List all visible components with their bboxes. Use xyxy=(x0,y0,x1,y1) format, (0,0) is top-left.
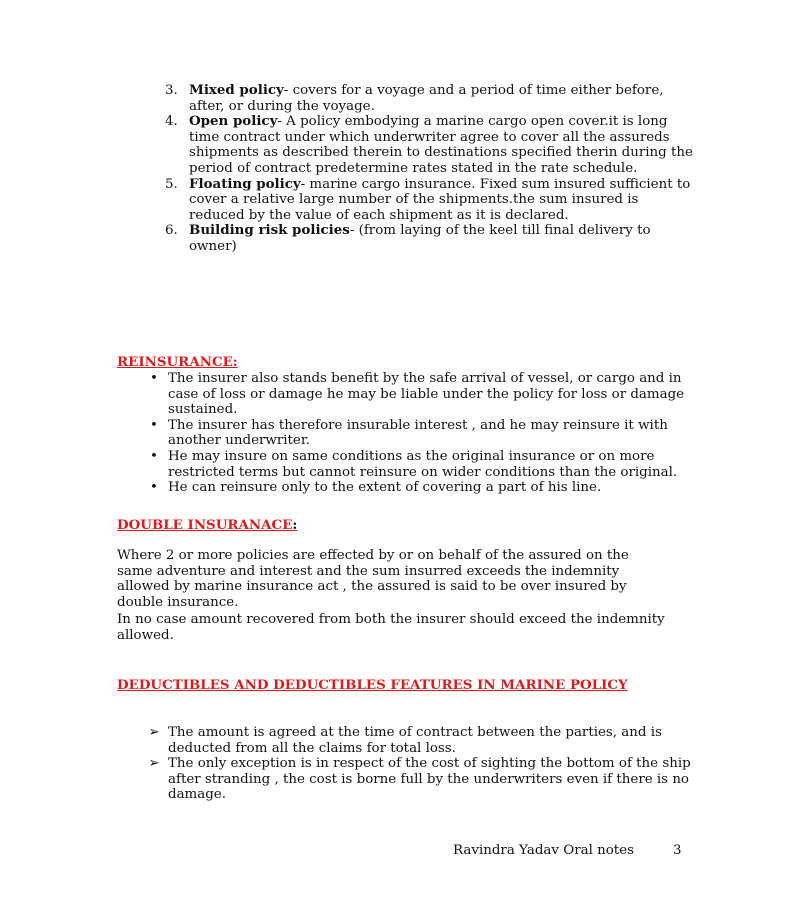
double-insurance-paragraph: Where 2 or more policies are effected by or on behalf of the assured on the same adventure and interest and the sum insurred exceeds the indemnity allowed by marine insurance act , the assured is said to be over insured by double insurance. xyxy=(117,548,629,610)
policy-description: - A policy embodying a marine cargo open cover.it is long time contract under which underwriter agree to cover all the assureds shipments as described therein to destinations specified therin during the period of contract predetermine rates stated in the rate schedule. xyxy=(189,114,693,176)
list-item: • The insurer has therefore insurable interest , and he may reinsure it with another underwriter. xyxy=(140,418,700,449)
policy-term: Floating policy xyxy=(189,175,301,192)
list-item xyxy=(165,223,695,254)
deductibles-list xyxy=(140,725,700,803)
list-item: ➢ The only exception is in respect of the cost of sighting the bottom of the ship after stranding , the cost is borne full by the underwriters even if there is no damage. xyxy=(140,756,700,803)
list-number: 6. xyxy=(165,223,178,239)
bullet-icon: • xyxy=(150,417,158,433)
policy-description: - covers for a voyage and a period of time either before, after, or during the voyage. xyxy=(189,83,664,114)
policy-term: Mixed policy xyxy=(189,82,284,98)
list-number: 4. xyxy=(165,114,178,130)
arrow-bullet-icon: ➢ xyxy=(148,756,160,772)
bullet-icon: • xyxy=(150,480,158,496)
policy-term: Open policy xyxy=(189,113,278,130)
list-number: 5. xyxy=(165,176,178,192)
list-item: • The insurer also stands benefit by the safe arrival of vessel, or cargo and in case of loss or damage he may be liable under the policy for loss or damage sustained. xyxy=(140,371,700,418)
bullet-icon: • xyxy=(150,448,158,464)
list-item: • He can reinsure only to the extent of covering a part of his line. xyxy=(140,480,700,496)
list-item: ➢ The amount is agreed at the time of contract between the parties, and is deducted from all the claims for total loss. xyxy=(140,725,700,756)
list-item: • He may insure on same conditions as the original insurance or on more restricted terms but cannot reinsure on wider conditions than the original. xyxy=(140,449,700,480)
double-insurance-heading: DOUBLE INSURANACE: xyxy=(117,517,298,533)
policy-description: - marine cargo insurance. Fixed sum insured sufficient to cover a relative large number of the shipments.the sum insured is reduced by the value of each shipment as it is declared. xyxy=(189,176,691,223)
list-item xyxy=(165,114,695,176)
policy-term: Building risk policies xyxy=(189,222,350,239)
list-item xyxy=(165,177,695,224)
arrow-bullet-icon: ➢ xyxy=(148,725,160,740)
policy-types-list xyxy=(165,83,695,255)
reinsurance-list xyxy=(140,371,700,496)
page-number: 3 xyxy=(673,843,682,857)
page-footer xyxy=(453,843,693,857)
list-item xyxy=(165,83,695,114)
policy-description: - (from laying of the keel till final delivery to owner) xyxy=(189,223,651,254)
list-number: 3. xyxy=(165,83,178,98)
double-insurance-note: In no case amount recovered from both the insurer should exceed the indemnity allowed. xyxy=(117,612,665,643)
bullet-icon: • xyxy=(150,371,158,386)
footer-author: Ravindra Yadav Oral notes xyxy=(453,843,634,857)
reinsurance-heading: REINSURANCE: xyxy=(117,354,238,370)
deductibles-heading: DEDUCTIBLES AND DEDUCTIBLES FEATURES IN MARINE POLICY xyxy=(117,677,628,693)
